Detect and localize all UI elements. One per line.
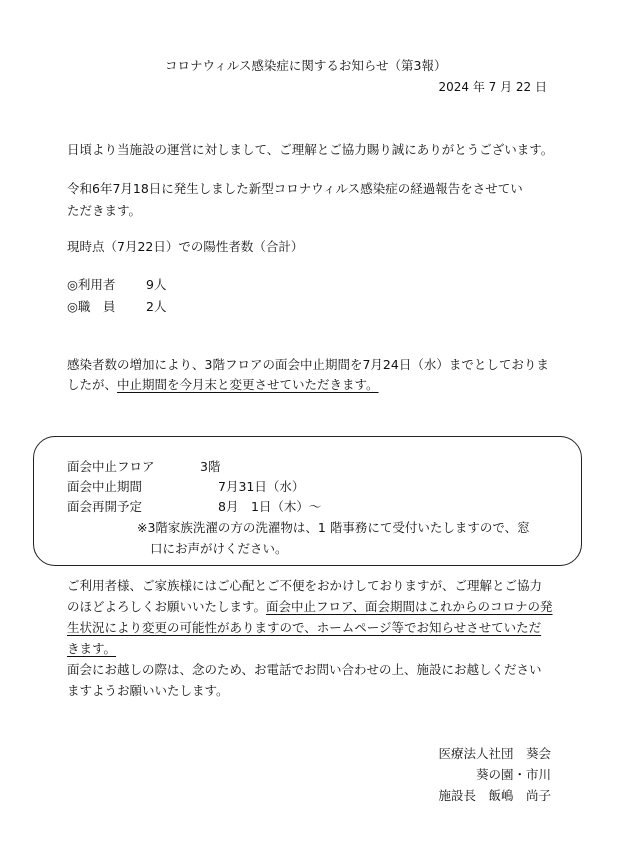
positives-heading: 現時点（7月22日）での陽性者数（合計） (67, 239, 304, 254)
change-notice-line1: 感染者数の増加により、3階フロアの面会中止期間を7月24日（水）までとしておりま (67, 357, 549, 372)
greeting-text: 日頃より当施設の運営に対しまして、ご理解とご協力賜り誠にありがとうございます。 (67, 142, 554, 157)
resume-date-value: 8月 1日（木）～ (218, 499, 322, 514)
signature-facility: 葵の園・市川 (475, 767, 551, 782)
document-title: コロナウィルス感染症に関するお知らせ（第3報） (165, 58, 447, 73)
laundry-note-line1: ※3階家族洗濯の方の洗濯物は、1 階事務にて受付いたしますので、窓 (137, 520, 530, 535)
report-text-line1: 令和6年7月18日に発生しました新型コロナウィルス感染症の経過報告をさせてい (67, 181, 523, 196)
resume-date-label: 面会再開予定 (67, 499, 143, 514)
positives-count-staff: 2人 (146, 299, 167, 314)
signature-director: 施設長 飯嶋 尚子 (438, 788, 551, 803)
change-notice-underlined: 中止期間を今月末と変更させていただきます。 (117, 377, 379, 392)
closing-line2-underlined: 面会中止フロア、面会期間はこれからのコロナの発 (266, 599, 553, 614)
closing-line4: きます。 (67, 641, 117, 656)
positives-label-staff: ◎職 員 (67, 299, 116, 314)
suspended-floor-label: 面会中止フロア (67, 459, 155, 474)
closing-line3: 生状況により変更の可能性がありますので、ホームページ等でお知らせさせていただ (67, 620, 542, 635)
closing-line2-plain: のほどよろしくお願いいたします。 (67, 599, 267, 614)
closing-line6: ますようお願いいたします。 (67, 683, 229, 698)
suspension-period-label: 面会中止期間 (67, 479, 143, 494)
change-notice-plain: したが、 (67, 377, 118, 392)
suspended-floor-value: 3階 (200, 459, 221, 474)
positives-label-residents: ◎利用者 (67, 277, 116, 292)
signature-org: 医療法人社団 葵会 (438, 746, 551, 761)
report-text-line2: ただきます。 (67, 203, 142, 218)
laundry-note-line2: 口にお声がけください。 (150, 541, 288, 556)
change-notice-line2 (67, 379, 379, 392)
suspension-period-value: 7月31日（水） (218, 479, 305, 494)
closing-line2 (67, 601, 553, 614)
positives-count-residents: 9人 (146, 277, 167, 292)
document-date: 2024 年 7 月 22 日 (438, 80, 547, 94)
closing-line1: ご利用者様、ご家族様にはご心配とご不便をおかけしておりますが、ご理解とご協力 (67, 578, 543, 593)
closing-line5: 面会にお越しの際は、念のため、お電話でお問い合わせの上、施設にお越しください (67, 662, 542, 677)
